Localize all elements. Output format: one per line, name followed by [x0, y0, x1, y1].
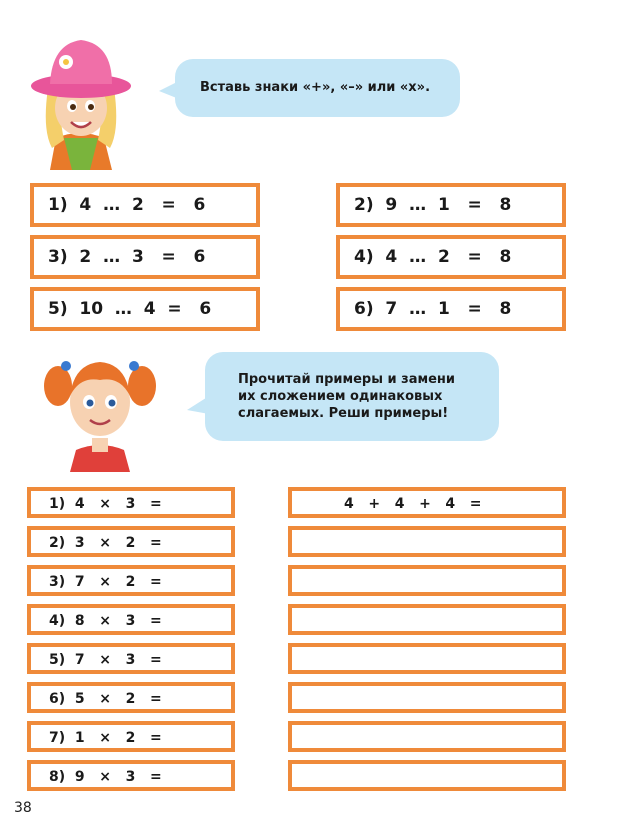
exercise-box: 3) 2 … 3 = 6	[30, 235, 260, 279]
answer-box	[288, 565, 566, 596]
multiplication-box: 3) 7 × 2 =	[27, 565, 235, 596]
page-number: 38	[14, 800, 32, 816]
speech-bubble-2	[205, 352, 499, 441]
exercise-box: 2) 9 … 1 = 8	[336, 183, 566, 227]
instruction-1: Вставь знаки «+», «–» или «x».	[200, 80, 431, 95]
multiplication-box: 6) 5 × 2 =	[27, 682, 235, 713]
speech-bubble-1	[175, 59, 460, 117]
multiplication-box: 5) 7 × 3 =	[27, 643, 235, 674]
answer-box	[288, 643, 566, 674]
girl-with-pigtails-illustration	[40, 340, 160, 472]
answer-box	[288, 682, 566, 713]
multiplication-box: 4) 8 × 3 =	[27, 604, 235, 635]
answer-box	[288, 760, 566, 791]
instruction-2: Прочитай примеры и замени их сложением одинаковых слагаемых. Реши примеры!	[238, 372, 456, 421]
answer-box	[288, 721, 566, 752]
exercise-box: 5) 10 … 4 = 6	[30, 287, 260, 331]
answer-box	[288, 604, 566, 635]
multiplication-box: 8) 9 × 3 =	[27, 760, 235, 791]
multiplication-box: 1) 4 × 3 =	[27, 487, 235, 518]
multiplication-box: 7) 1 × 2 =	[27, 721, 235, 752]
answer-box: 4 + 4 + 4 =	[288, 487, 566, 518]
girl-with-hat-illustration	[28, 30, 133, 170]
exercise-box: 4) 4 … 2 = 8	[336, 235, 566, 279]
answer-box	[288, 526, 566, 557]
exercise-box: 6) 7 … 1 = 8	[336, 287, 566, 331]
multiplication-box: 2) 3 × 2 =	[27, 526, 235, 557]
exercise-box: 1) 4 … 2 = 6	[30, 183, 260, 227]
